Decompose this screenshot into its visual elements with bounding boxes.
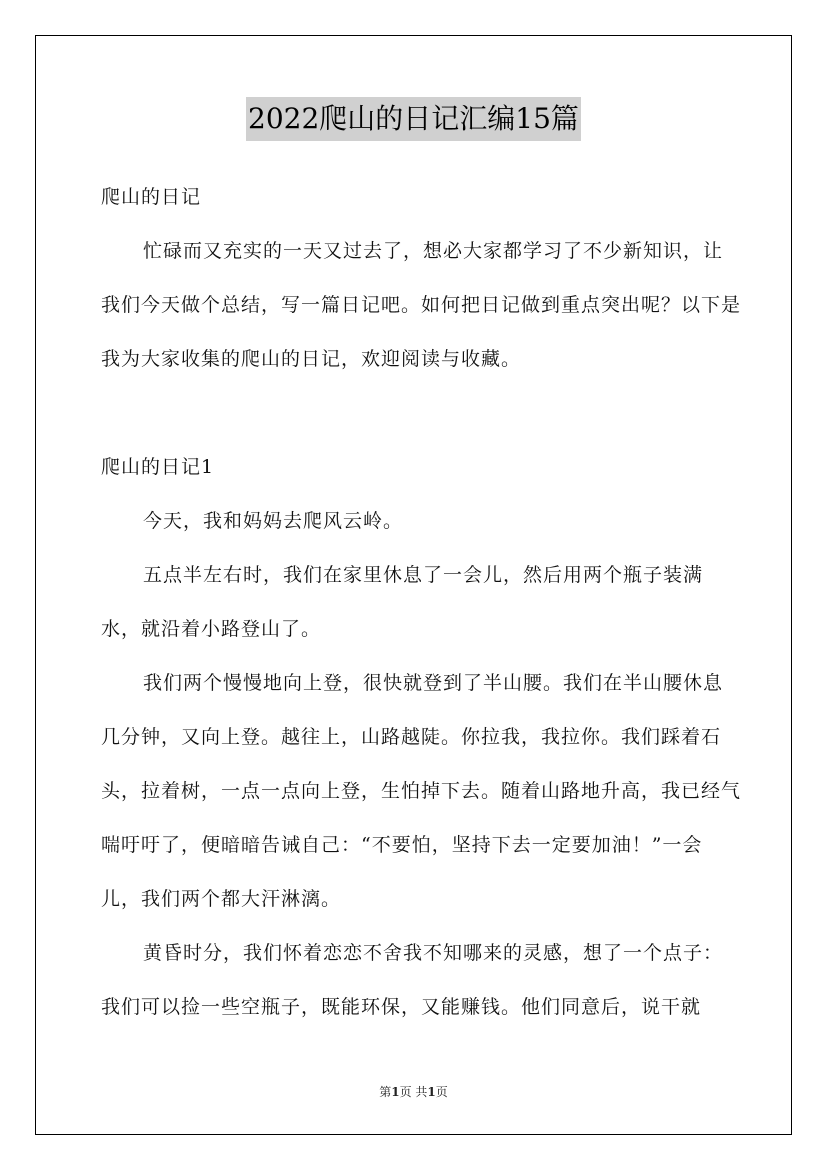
- page-footer: [0, 1083, 827, 1100]
- document-body: [101, 170, 741, 1034]
- intro-paragraph: 忙碌而又充实的一天又过去了，想必大家都学习了不少新知识，让我们今天做个总结，写一篇日记吧。如何把日记做到重点突出呢？以下是我为大家收集的爬山的日记，欢迎阅读与收藏。: [101, 240, 742, 370]
- intro-heading: 爬山的日记: [101, 186, 202, 208]
- footer-page-mid: 页 共: [399, 1085, 428, 1099]
- blank-line: [101, 386, 741, 440]
- footer-page-number: 1: [391, 1085, 400, 1099]
- section-heading: 爬山的日记1: [101, 456, 215, 478]
- footer-page-prefix: 第: [379, 1085, 392, 1099]
- paragraph: 五点半左右时，我们在家里休息了一会儿，然后用两个瓶子装满水，就沿着小路登山了。: [101, 564, 704, 640]
- document-title: 2022爬山的日记汇编15篇: [246, 97, 581, 141]
- title-container: [0, 97, 827, 141]
- paragraph: 黄昏时分，我们怀着恋恋不舍我不知哪来的灵感，想了一个点子：我们可以捡一些空瓶子，既能环保，又能赚钱。他们同意后，说干就: [101, 942, 724, 1018]
- footer-page-suffix: 页: [435, 1085, 448, 1099]
- paragraph: 我们两个慢慢地向上登，很快就登到了半山腰。我们在半山腰休息几分钟，又向上登。越往上，山路越陡。你拉我，我拉你。我们踩着石头，拉着树，一点一点向上登，生怕掉下去。随着山路地升高，我已经气喘吁吁了，便暗暗告诫自己：“不要怕，坚持下去一定要加油！”一会儿，我们两个都大汗淋漓。: [101, 672, 742, 910]
- paragraph: 今天，我和妈妈去爬风云岭。: [143, 510, 404, 532]
- footer-page-total: 1: [427, 1085, 436, 1099]
